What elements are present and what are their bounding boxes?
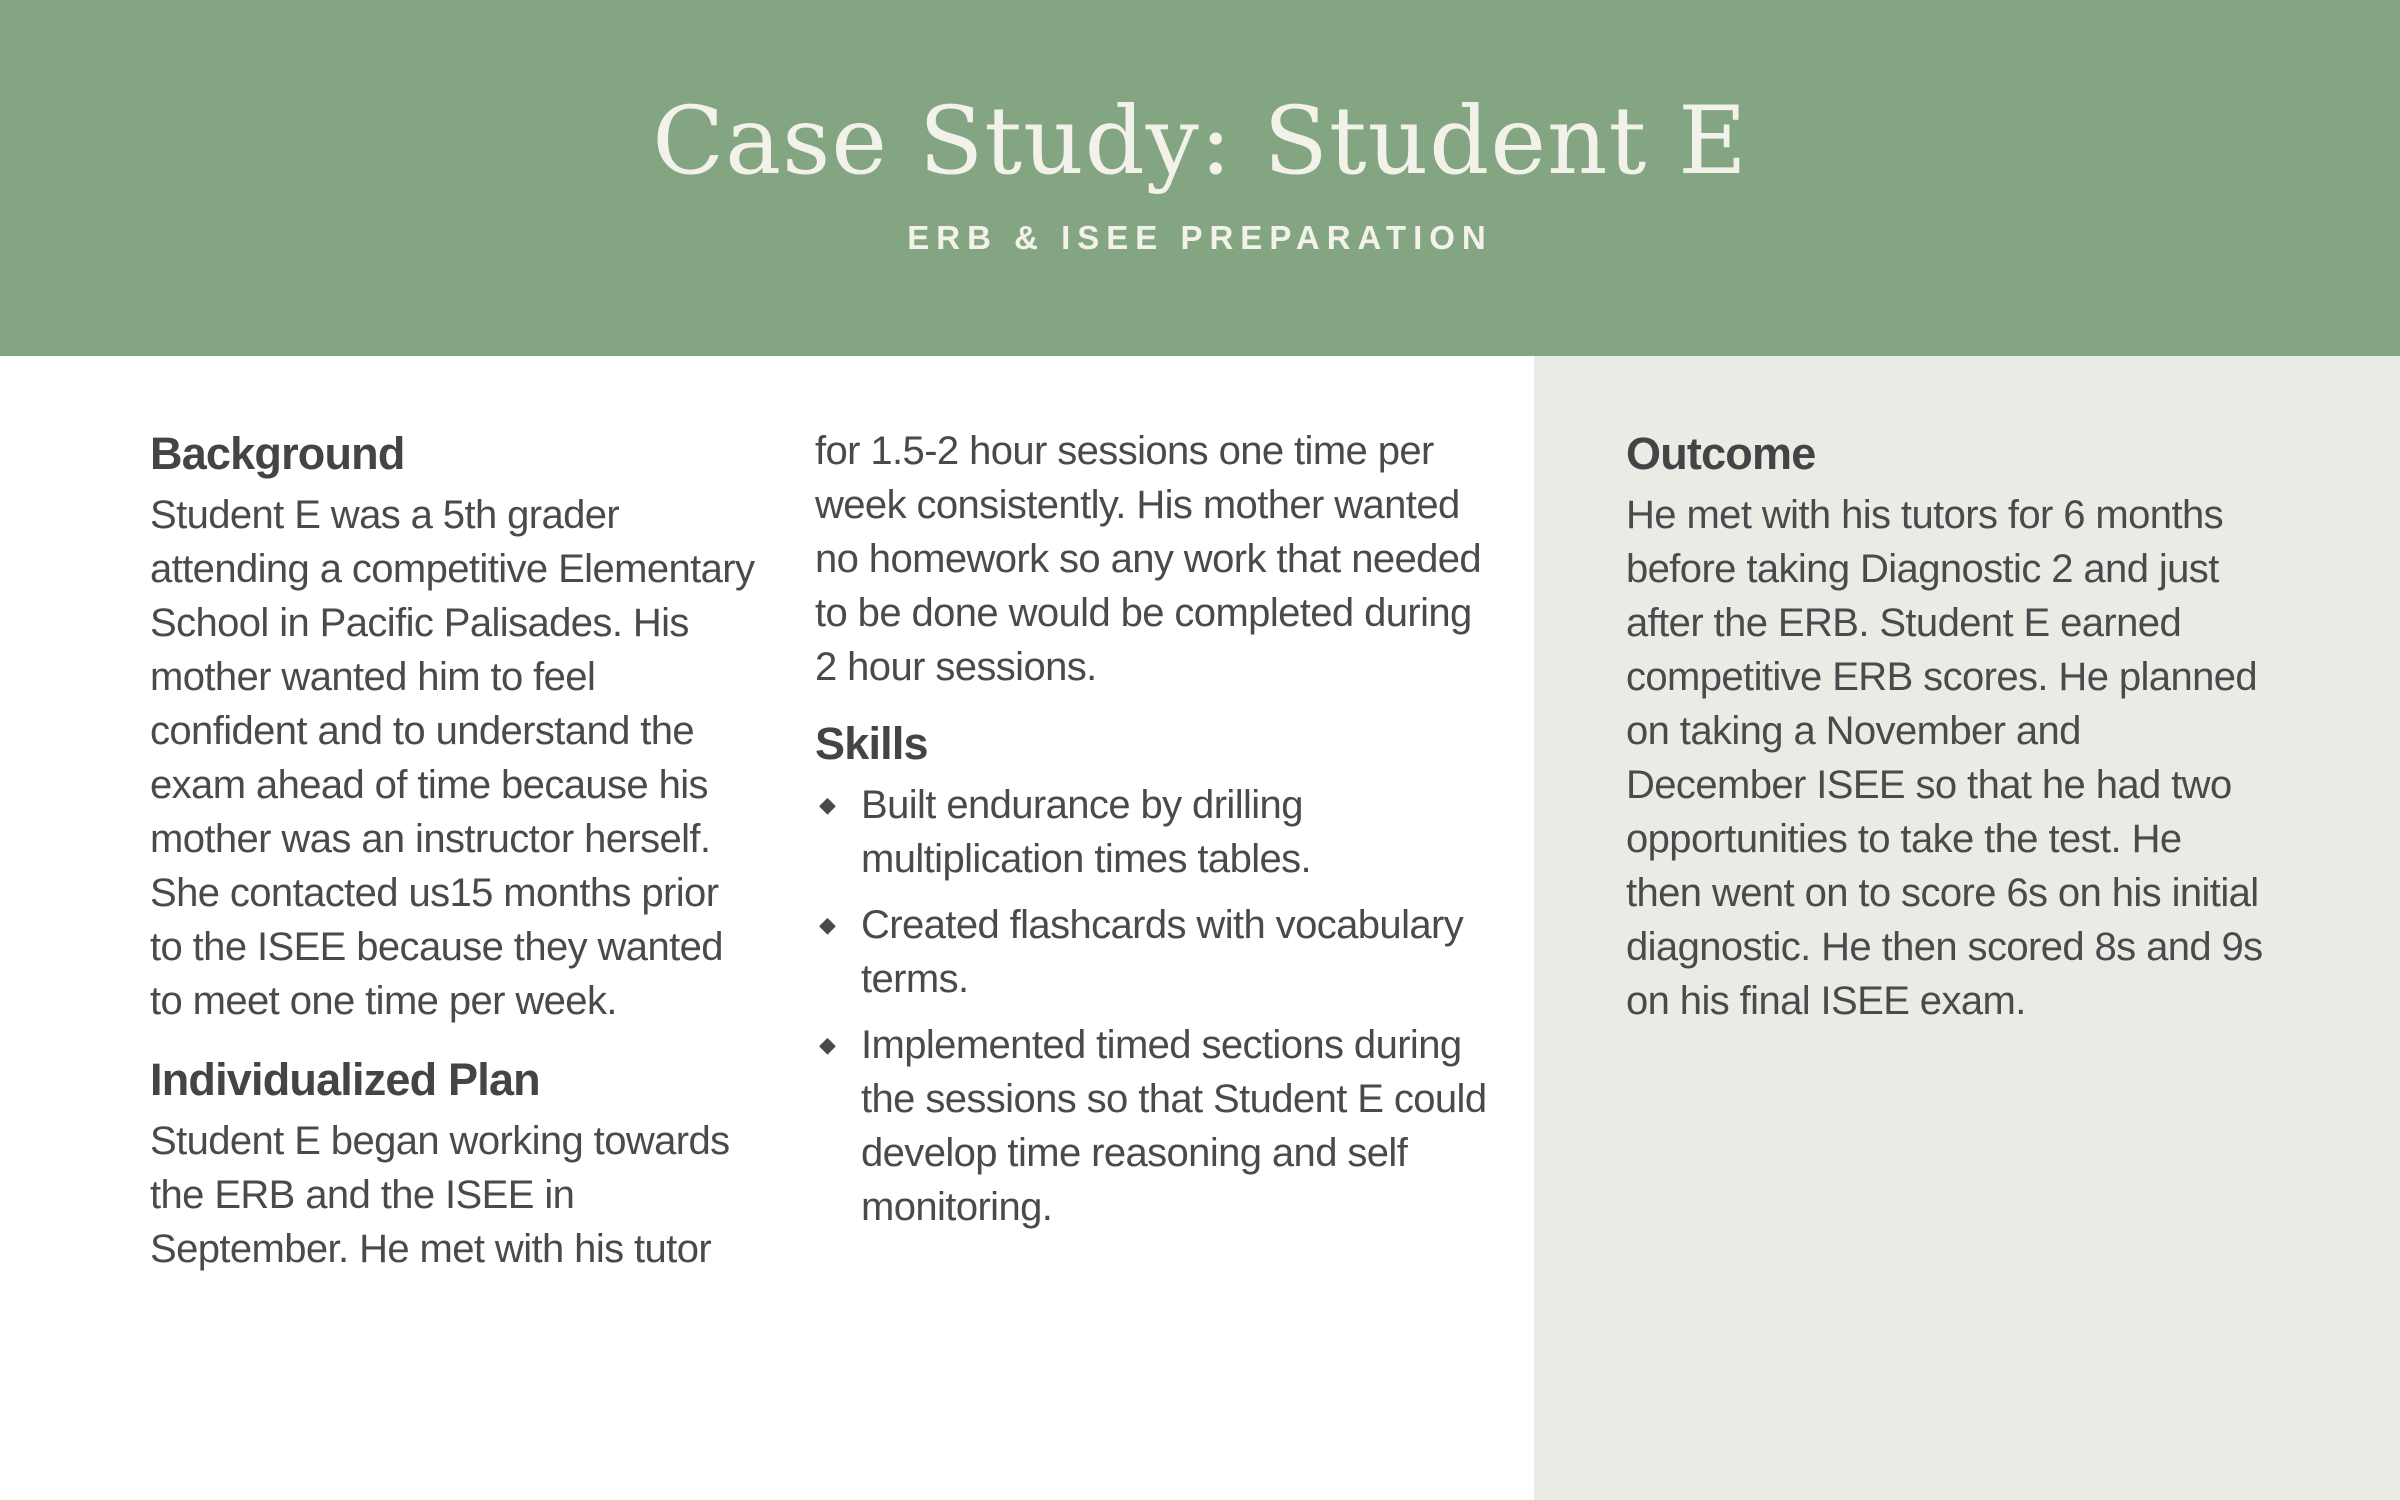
list-item — [815, 778, 1495, 886]
list-item — [815, 1018, 1495, 1234]
column-left — [150, 420, 760, 1276]
background-heading: Background — [150, 428, 405, 479]
page-title: Case Study: Student E — [652, 87, 1748, 196]
skill-text: Created flashcards with vocabulary terms. — [861, 903, 1464, 1001]
outcome-text: He met with his tutors for 6 months before taking Diagnostic 2 and just after the ERB. Student E earned competitive ERB scores. He planned on taking a November and December ISEE so that he had two opportunities to take the test. He then went on to score 6s on his initial diagnostic. He then scored 8s and 9s on his final ISEE exam. — [1626, 493, 2263, 1023]
skills-list — [815, 778, 1495, 1234]
plan-heading: Individualized Plan — [150, 1054, 540, 1105]
background-text: Student E was a 5th grader attending a competitive Elementary School in Pacific Palisades. His mother wanted him to feel confident and to understand the exam ahead of time because his mother was an instructor herself. She contacted us15 months prior to the ISEE because they wanted to meet one time per week. — [150, 493, 755, 1023]
skill-text: Implemented timed sections during the sessions so that Student E could develop time reasoning and self monitoring. — [861, 1023, 1487, 1229]
list-item — [815, 898, 1495, 1006]
plan-text-part1: Student E began working towards the ERB and the ISEE in September. He met with his tutor — [150, 1119, 730, 1271]
diamond-bullet-icon: ◆ — [819, 912, 836, 937]
diamond-bullet-icon: ◆ — [819, 792, 836, 817]
header-banner — [0, 0, 2400, 356]
column-middle — [815, 424, 1495, 1246]
column-right — [1626, 420, 2266, 1028]
page-subtitle: ERB & ISEE PREPARATION — [907, 219, 1493, 256]
diamond-bullet-icon: ◆ — [819, 1032, 836, 1057]
outcome-heading: Outcome — [1626, 428, 1816, 479]
skills-heading: Skills — [815, 718, 928, 769]
plan-text-part2: for 1.5-2 hour sessions one time per week consistently. His mother wanted no homework so any work that needed to be done would be completed during 2 hour sessions. — [815, 429, 1482, 689]
skill-text: Built endurance by drilling multiplication times tables. — [861, 783, 1312, 881]
